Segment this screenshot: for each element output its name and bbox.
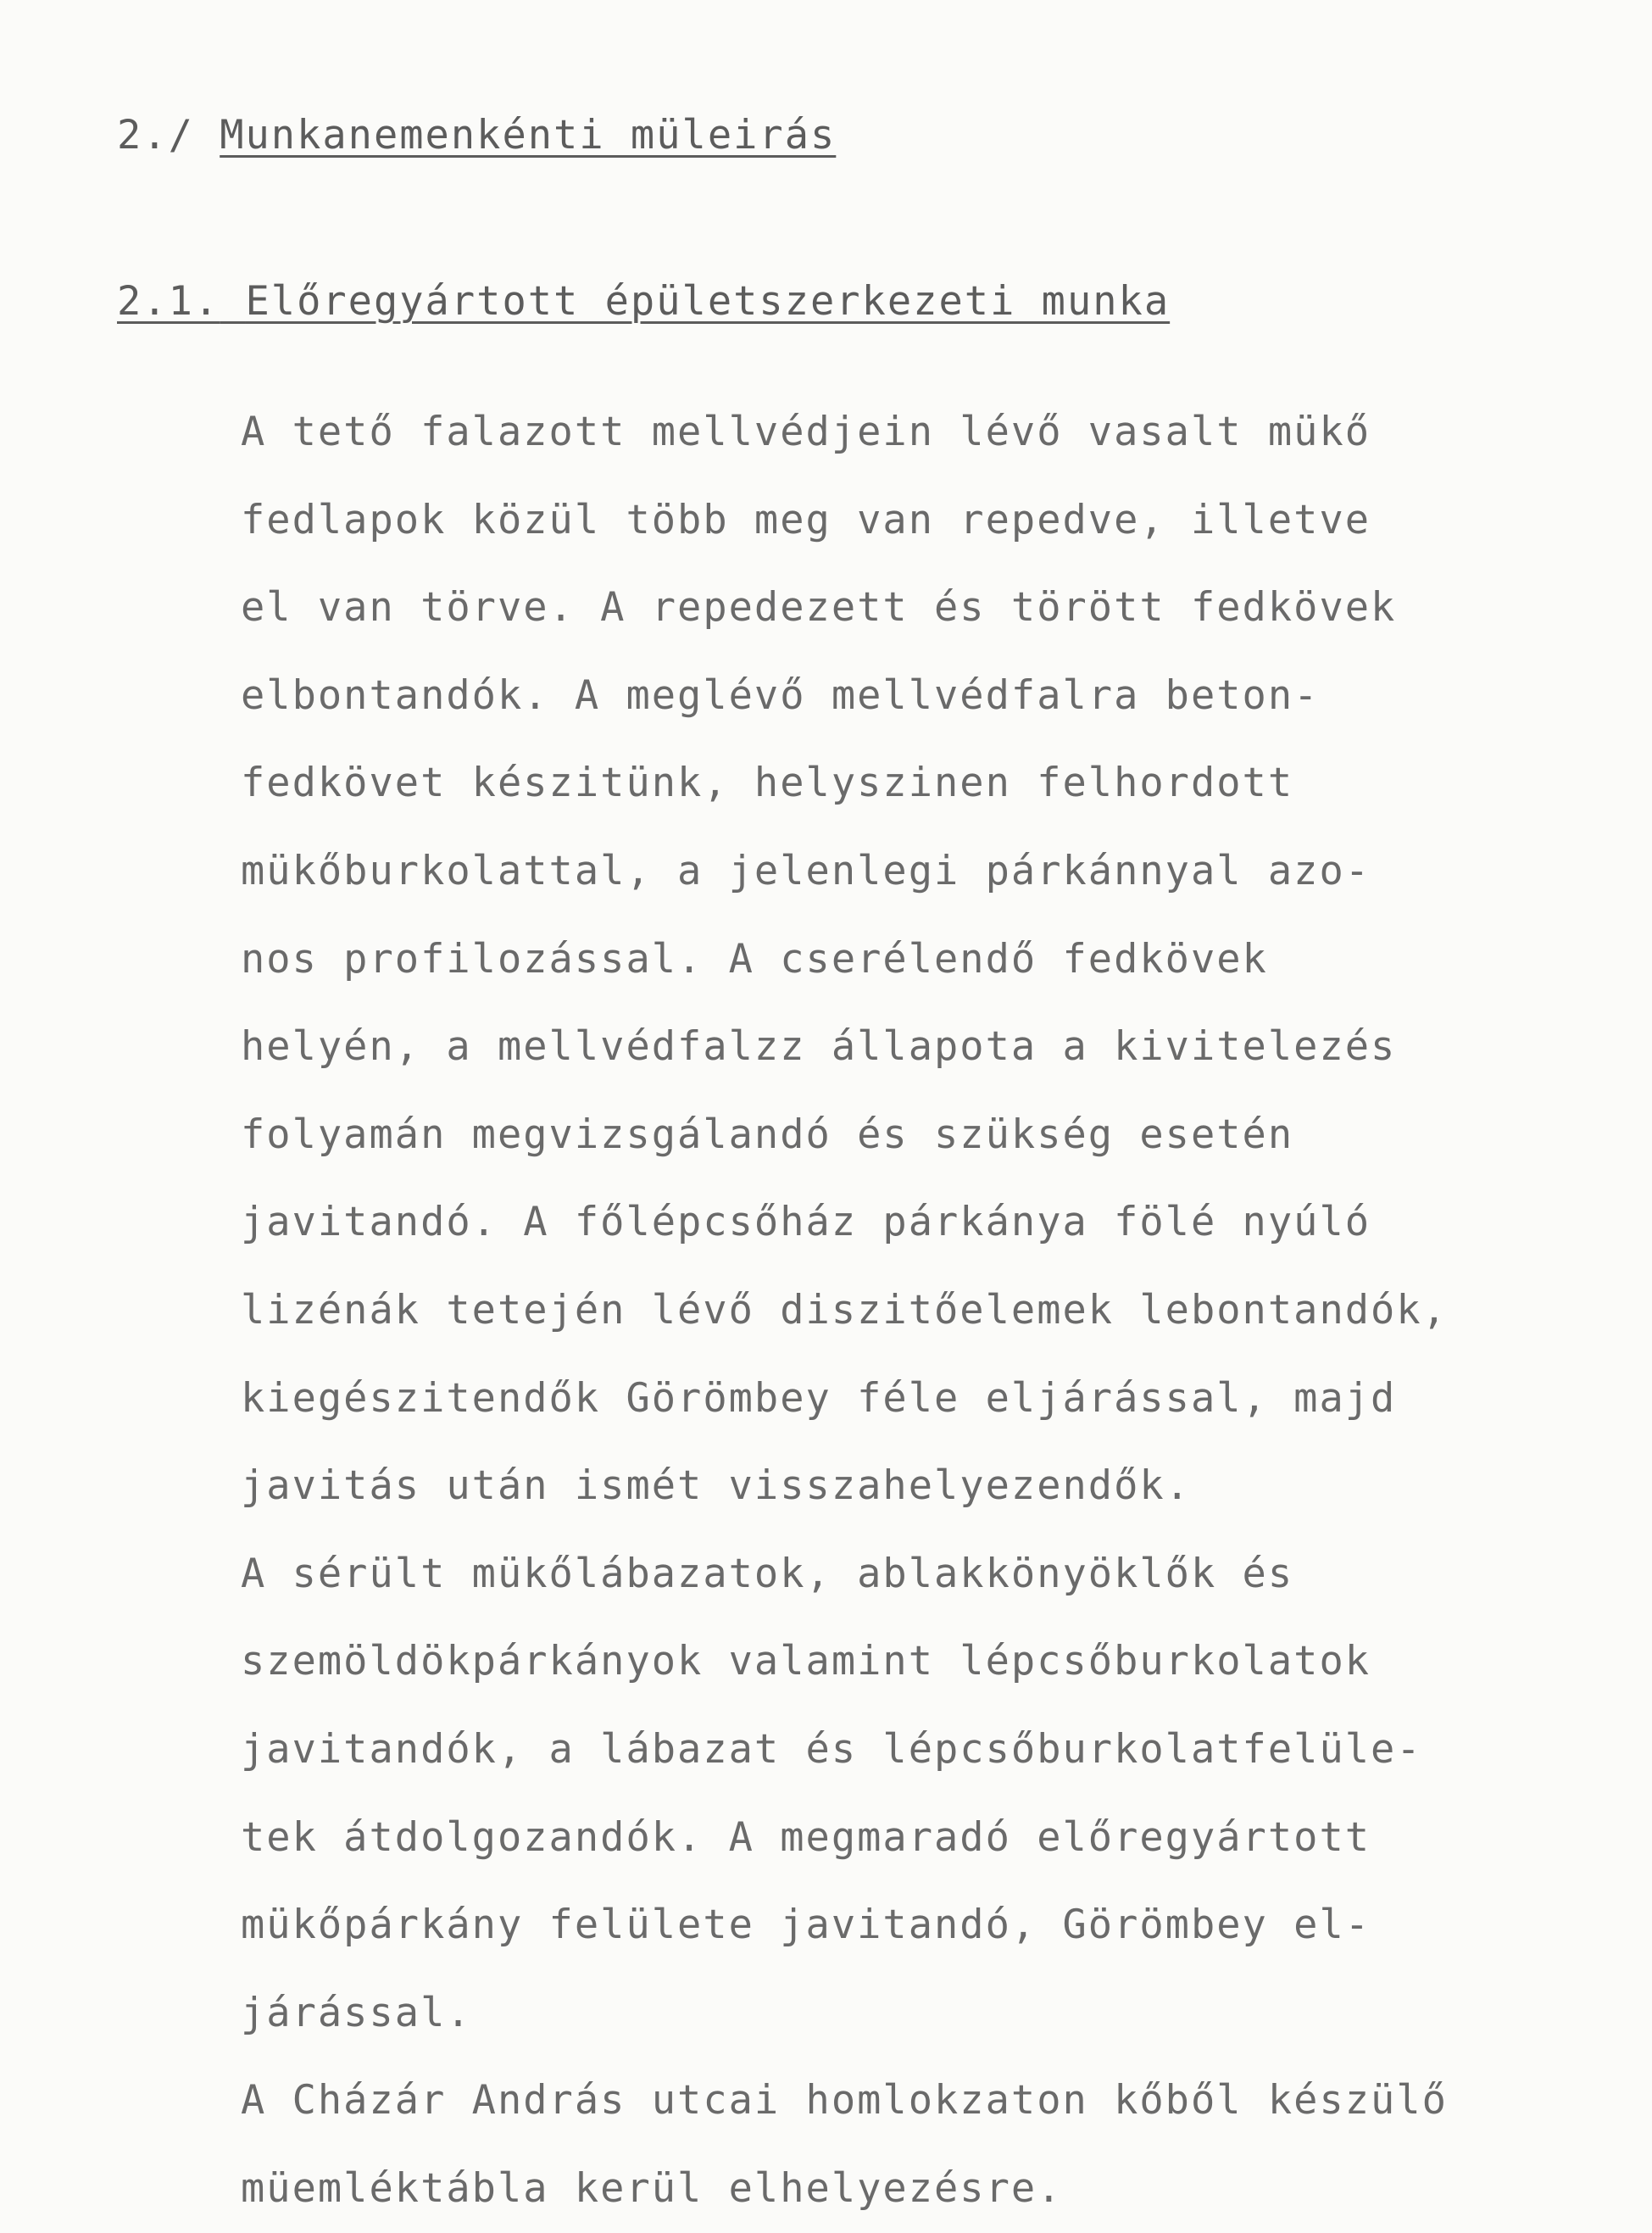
subsection-heading <box>117 278 1170 325</box>
text-line: javitandók, a lábazat és lépcsőburkolatfelüle- <box>241 1725 1422 1773</box>
text-line: folyamán megvizsgálandó és szükség esetén <box>241 1111 1294 1158</box>
text-line: javitás után ismét visszahelyezendők. <box>241 1462 1191 1510</box>
text-line: nos profilozással. A cserélendő fedkövek <box>241 935 1268 983</box>
text-line: A tető falazott mellvédjein lévő vasalt mükő <box>241 409 1371 455</box>
text-line: fedlapok közül több meg van repedve, illetve <box>241 496 1371 543</box>
section-number: 2./ <box>117 112 194 159</box>
section-heading <box>117 112 836 159</box>
text-line: fedkövet készitünk, helyszinen felhordott <box>241 760 1294 807</box>
text-line: helyén, a mellvédfalzz állapota a kivitelezés <box>241 1023 1397 1071</box>
text-line: müemléktábla kerül elhelyezésre. <box>241 2164 1063 2212</box>
text-line: szemöldökpárkányok valamint lépcsőburkolatok <box>241 1638 1371 1685</box>
text-line: mükőburkolattal, a jelenlegi párkánnyal azo- <box>241 847 1371 894</box>
text-line: tek átdolgozandók. A megmaradó előregyártott <box>241 1813 1371 1861</box>
text-line: A sérült mükőlábazatok, ablakkönyöklők és <box>241 1550 1294 1597</box>
text-line: A Cházár András utcai homlokzaton kőből készülő <box>241 2077 1448 2124</box>
text-line: javitandó. A főlépcsőház párkánya fölé nyúló <box>241 1199 1371 1246</box>
subsection-title: Előregyártott épületszerkezeti munka <box>245 278 1171 325</box>
subsection-number: 2.1. <box>117 278 220 325</box>
text-line: mükőpárkány felülete javitandó, Görömbey el- <box>241 1902 1371 1949</box>
text-line: elbontandók. A meglévő mellvédfalra beton- <box>241 671 1320 719</box>
text-line: el van törve. A repedezett és törött fedkövek <box>241 584 1397 632</box>
text-line: lizénák tetején lévő diszitőelemek lebontandók, <box>241 1286 1448 1334</box>
text-line: járással. <box>241 1989 472 2036</box>
text-line: kiegészitendők Görömbey féle eljárással, majd <box>241 1374 1397 1422</box>
body-text <box>241 388 1563 2232</box>
section-title: Munkanemenkénti müleirás <box>220 112 837 159</box>
